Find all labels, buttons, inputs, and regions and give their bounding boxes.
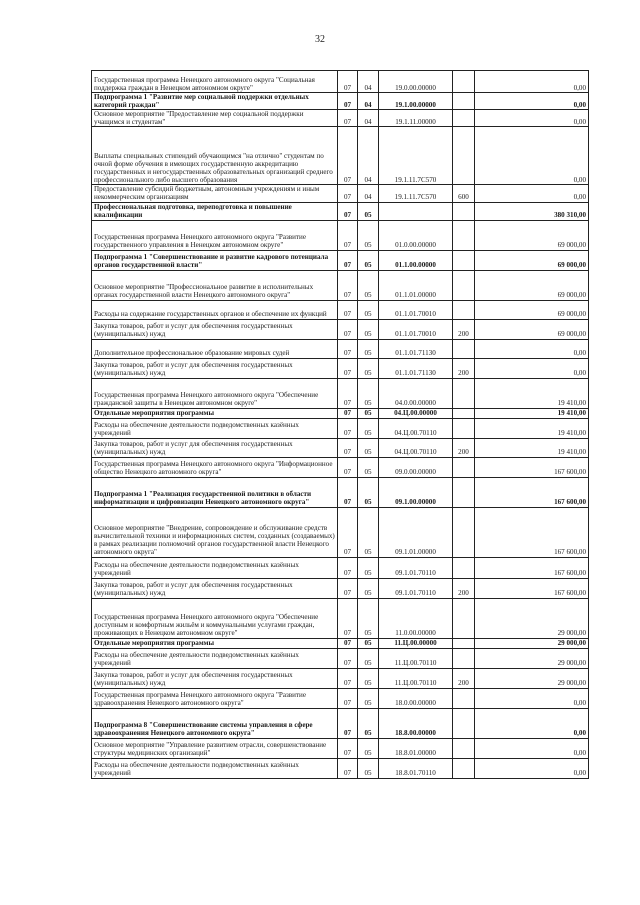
row-name-cell: Закупка товаров, работ и услуг для обеспечения государственных (муниципальных) нужд xyxy=(92,438,338,457)
table-row xyxy=(92,598,589,638)
row-subsection-cell: 05 xyxy=(358,358,379,378)
row-subsection-cell: 05 xyxy=(358,418,379,438)
row-name-cell: Расходы на содержание государственных органов и обеспечение их функций xyxy=(92,300,338,319)
row-target-article-cell: 11.0.00.00000 xyxy=(379,598,453,638)
row-expense-type-cell xyxy=(453,557,475,578)
row-section-cell: 07 xyxy=(338,202,358,220)
row-amount-cell: 0,00 xyxy=(475,127,589,185)
row-section-cell: 07 xyxy=(338,578,358,598)
row-name-cell: Подпрограмма 1 "Развитие мер социальной поддержки отдельных категорий граждан" xyxy=(92,93,338,110)
row-name-cell: Расходы на обеспечение деятельности подведомственных казённых учреждений xyxy=(92,758,338,778)
row-section-cell: 07 xyxy=(338,110,358,127)
row-subsection-cell: 05 xyxy=(358,438,379,457)
row-subsection-cell: 05 xyxy=(358,202,379,220)
table-row xyxy=(92,110,589,127)
row-expense-type-cell xyxy=(453,688,475,708)
row-subsection-cell: 05 xyxy=(358,688,379,708)
row-expense-type-cell xyxy=(453,738,475,758)
row-section-cell: 07 xyxy=(338,358,358,378)
page-number: 32 xyxy=(315,34,325,45)
row-amount-cell: 69 000,00 xyxy=(475,270,589,300)
row-amount-cell: 69 000,00 xyxy=(475,319,589,339)
row-subsection-cell: 04 xyxy=(358,93,379,110)
table-row xyxy=(92,408,589,418)
row-section-cell: 07 xyxy=(338,185,358,202)
budget-table-body xyxy=(92,71,589,779)
row-name-cell: Государственная программа Ненецкого автономного округа "Обеспечение доступным и комфортным жильём и коммунальными услугами граждан, проживающих в Ненецком автономном округе" xyxy=(92,598,338,638)
row-amount-cell: 0,00 xyxy=(475,688,589,708)
row-section-cell: 07 xyxy=(338,418,358,438)
row-expense-type-cell: 200 xyxy=(453,358,475,378)
row-amount-cell: 167 600,00 xyxy=(475,507,589,557)
row-expense-type-cell: 200 xyxy=(453,319,475,339)
table-row xyxy=(92,250,589,270)
row-subsection-cell: 05 xyxy=(358,408,379,418)
row-subsection-cell: 05 xyxy=(358,758,379,778)
row-section-cell: 07 xyxy=(338,408,358,418)
row-expense-type-cell xyxy=(453,457,475,477)
row-subsection-cell: 05 xyxy=(358,738,379,758)
row-subsection-cell: 05 xyxy=(358,638,379,648)
row-amount-cell: 380 310,00 xyxy=(475,202,589,220)
table-row xyxy=(92,638,589,648)
row-target-article-cell: 01.1.00.00000 xyxy=(379,250,453,270)
row-amount-cell: 0,00 xyxy=(475,339,589,358)
row-target-article-cell: 04.Ц.00.70110 xyxy=(379,418,453,438)
table-row xyxy=(92,300,589,319)
row-name-cell: Закупка товаров, работ и услуг для обеспечения государственных (муниципальных) нужд xyxy=(92,668,338,688)
row-expense-type-cell xyxy=(453,127,475,185)
row-amount-cell: 69 000,00 xyxy=(475,250,589,270)
row-name-cell: Закупка товаров, работ и услуг для обеспечения государственных (муниципальных) нужд xyxy=(92,358,338,378)
row-section-cell: 07 xyxy=(338,738,358,758)
row-expense-type-cell: 200 xyxy=(453,438,475,457)
row-section-cell: 07 xyxy=(338,270,358,300)
row-expense-type-cell xyxy=(453,250,475,270)
row-section-cell: 07 xyxy=(338,758,358,778)
row-expense-type-cell: 600 xyxy=(453,185,475,202)
row-target-article-cell: 11.Ц.00.00000 xyxy=(379,638,453,648)
row-amount-cell: 167 600,00 xyxy=(475,557,589,578)
row-name-cell: Отдельные мероприятия программы xyxy=(92,638,338,648)
table-row xyxy=(92,708,589,738)
row-target-article-cell: 18.8.01.70110 xyxy=(379,758,453,778)
row-target-article-cell: 04.Ц.00.00000 xyxy=(379,408,453,418)
row-target-article-cell: 18.8.00.00000 xyxy=(379,708,453,738)
row-amount-cell: 0,00 xyxy=(475,185,589,202)
row-section-cell: 07 xyxy=(338,300,358,319)
row-name-cell: Государственная программа Ненецкого автономного округа "Развитие здравоохранения Ненецкого автономного округа" xyxy=(92,688,338,708)
row-amount-cell: 0,00 xyxy=(475,71,589,93)
row-subsection-cell: 04 xyxy=(358,71,379,93)
row-expense-type-cell xyxy=(453,598,475,638)
table-row xyxy=(92,202,589,220)
table-row xyxy=(92,378,589,408)
row-subsection-cell: 05 xyxy=(358,220,379,250)
row-target-article-cell: 09.1.01.00000 xyxy=(379,507,453,557)
row-amount-cell: 29 000,00 xyxy=(475,668,589,688)
row-amount-cell: 0,00 xyxy=(475,93,589,110)
row-subsection-cell: 05 xyxy=(358,668,379,688)
row-name-cell: Подпрограмма 1 "Совершенствование и развитие кадрового потенциала органов государственной власти" xyxy=(92,250,338,270)
table-row xyxy=(92,418,589,438)
row-name-cell: Расходы на обеспечение деятельности подведомственных казённых учреждений xyxy=(92,648,338,668)
row-subsection-cell: 05 xyxy=(358,319,379,339)
row-name-cell: Дополнительное профессиональное образование мировых судей xyxy=(92,339,338,358)
table-row xyxy=(92,220,589,250)
row-amount-cell: 167 600,00 xyxy=(475,578,589,598)
row-name-cell: Расходы на обеспечение деятельности подведомственных казённых учреждений xyxy=(92,557,338,578)
row-name-cell: Выплаты специальных стипендий обучающимся "на отлично" студентам по очной форме обучения в имеющих государственную аккредитацию государственных и негосударственных образовательных организаций среднего профессионального либо высшего образования xyxy=(92,127,338,185)
row-expense-type-cell xyxy=(453,648,475,668)
table-row xyxy=(92,93,589,110)
row-target-article-cell: 18.0.00.00000 xyxy=(379,688,453,708)
row-name-cell: Подпрограмма 8 "Совершенствование системы управления в сфере здравоохранения Ненецкого автономного округа" xyxy=(92,708,338,738)
table-row xyxy=(92,688,589,708)
row-target-article-cell: 19.1.11.00000 xyxy=(379,110,453,127)
table-row xyxy=(92,507,589,557)
row-name-cell: Профессиональная подготовка, переподготовка и повышение квалификации xyxy=(92,202,338,220)
table-row xyxy=(92,71,589,93)
row-target-article-cell: 18.8.01.00000 xyxy=(379,738,453,758)
table-row xyxy=(92,185,589,202)
row-name-cell: Закупка товаров, работ и услуг для обеспечения государственных (муниципальных) нужд xyxy=(92,319,338,339)
table-row xyxy=(92,438,589,457)
row-section-cell: 07 xyxy=(338,648,358,668)
row-section-cell: 07 xyxy=(338,220,358,250)
row-target-article-cell: 01.0.00.00000 xyxy=(379,220,453,250)
row-expense-type-cell xyxy=(453,758,475,778)
row-name-cell: Закупка товаров, работ и услуг для обеспечения государственных (муниципальных) нужд xyxy=(92,578,338,598)
row-expense-type-cell xyxy=(453,408,475,418)
table-row xyxy=(92,578,589,598)
row-subsection-cell: 05 xyxy=(358,378,379,408)
row-expense-type-cell xyxy=(453,202,475,220)
row-amount-cell: 0,00 xyxy=(475,708,589,738)
row-amount-cell: 19 410,00 xyxy=(475,438,589,457)
row-expense-type-cell xyxy=(453,71,475,93)
row-subsection-cell: 05 xyxy=(358,598,379,638)
table-row xyxy=(92,557,589,578)
row-expense-type-cell xyxy=(453,220,475,250)
table-row xyxy=(92,477,589,507)
row-subsection-cell: 05 xyxy=(358,507,379,557)
row-target-article-cell: 19.0.00.00000 xyxy=(379,71,453,93)
row-target-article-cell: 09.1.01.70110 xyxy=(379,557,453,578)
row-target-article-cell: 09.1.01.70110 xyxy=(379,578,453,598)
table-row xyxy=(92,270,589,300)
table-row xyxy=(92,758,589,778)
row-subsection-cell: 05 xyxy=(358,457,379,477)
row-expense-type-cell: 200 xyxy=(453,578,475,598)
row-name-cell: Подпрограмма 1 "Реализация государственной политики в области информатизации и цифровизации Ненецкого автономного округа" xyxy=(92,477,338,507)
table-row xyxy=(92,127,589,185)
row-section-cell: 07 xyxy=(338,507,358,557)
row-amount-cell: 19 410,00 xyxy=(475,418,589,438)
table-row xyxy=(92,319,589,339)
row-amount-cell: 167 600,00 xyxy=(475,477,589,507)
row-name-cell: Основное мероприятие "Предоставление мер социальной поддержки учащимся и студентам" xyxy=(92,110,338,127)
row-target-article-cell: 19.1.11.7С570 xyxy=(379,127,453,185)
table-row xyxy=(92,339,589,358)
row-subsection-cell: 04 xyxy=(358,110,379,127)
row-expense-type-cell xyxy=(453,378,475,408)
row-amount-cell: 0,00 xyxy=(475,758,589,778)
row-subsection-cell: 04 xyxy=(358,185,379,202)
row-amount-cell: 69 000,00 xyxy=(475,220,589,250)
row-section-cell: 07 xyxy=(338,250,358,270)
row-expense-type-cell xyxy=(453,708,475,738)
row-name-cell: Основное мероприятие "Профессиональное развитие в исполнительных органах государственной власти Ненецкого автономного округа" xyxy=(92,270,338,300)
row-name-cell: Основное мероприятие "Управление развитием отрасли, совершенствование структуры медицинских организаций" xyxy=(92,738,338,758)
row-name-cell: Основное мероприятие "Внедрение, сопровождение и обслуживание средств вычислительной техники и информационных систем, созданных (создаваемых) в рамках реализации полномочий органов государственной власти Ненецкого автономного округа" xyxy=(92,507,338,557)
row-subsection-cell: 05 xyxy=(358,648,379,668)
row-target-article-cell: 01.1.01.00000 xyxy=(379,270,453,300)
row-target-article-cell: 04.0.00.00000 xyxy=(379,378,453,408)
row-amount-cell: 29 000,00 xyxy=(475,648,589,668)
row-section-cell: 07 xyxy=(338,598,358,638)
row-name-cell: Государственная программа Ненецкого автономного округа "Обеспечение гражданской защиты в Ненецком автономном округе" xyxy=(92,378,338,408)
table-row xyxy=(92,668,589,688)
row-target-article-cell: 01.1.01.70010 xyxy=(379,319,453,339)
row-section-cell: 07 xyxy=(338,557,358,578)
table-row xyxy=(92,358,589,378)
row-expense-type-cell xyxy=(453,110,475,127)
row-section-cell: 07 xyxy=(338,127,358,185)
row-section-cell: 07 xyxy=(338,708,358,738)
row-name-cell: Расходы на обеспечение деятельности подведомственных казённых учреждений xyxy=(92,418,338,438)
row-amount-cell: 167 600,00 xyxy=(475,457,589,477)
row-section-cell: 07 xyxy=(338,668,358,688)
row-target-article-cell: 19.1.11.7С570 xyxy=(379,185,453,202)
row-target-article-cell: 09.0.00.00000 xyxy=(379,457,453,477)
row-expense-type-cell: 200 xyxy=(453,668,475,688)
row-amount-cell: 0,00 xyxy=(475,110,589,127)
row-section-cell: 07 xyxy=(338,319,358,339)
row-expense-type-cell xyxy=(453,93,475,110)
row-section-cell: 07 xyxy=(338,378,358,408)
row-section-cell: 07 xyxy=(338,688,358,708)
table-row xyxy=(92,457,589,477)
row-subsection-cell: 05 xyxy=(358,300,379,319)
row-expense-type-cell xyxy=(453,300,475,319)
row-target-article-cell: 01.1.01.70010 xyxy=(379,300,453,319)
budget-table xyxy=(91,70,589,779)
row-target-article-cell: 01.1.01.71130 xyxy=(379,358,453,378)
table-row xyxy=(92,648,589,668)
row-section-cell: 07 xyxy=(338,339,358,358)
row-section-cell: 07 xyxy=(338,71,358,93)
row-target-article-cell: 04.Ц.00.70110 xyxy=(379,438,453,457)
row-subsection-cell: 04 xyxy=(358,127,379,185)
row-target-article-cell: 11.Ц.00.70110 xyxy=(379,648,453,668)
row-section-cell: 07 xyxy=(338,93,358,110)
row-name-cell: Государственная программа Ненецкого автономного округа "Информационное общество Ненецкого автономного округа" xyxy=(92,457,338,477)
row-expense-type-cell xyxy=(453,339,475,358)
row-name-cell: Предоставление субсидий бюджетным, автономным учреждениям и иным некоммерческим организациям xyxy=(92,185,338,202)
row-expense-type-cell xyxy=(453,418,475,438)
row-name-cell: Отдельные мероприятия программы xyxy=(92,408,338,418)
row-target-article-cell xyxy=(379,202,453,220)
row-target-article-cell: 01.1.01.71130 xyxy=(379,339,453,358)
row-expense-type-cell xyxy=(453,507,475,557)
row-section-cell: 07 xyxy=(338,477,358,507)
row-subsection-cell: 05 xyxy=(358,270,379,300)
row-subsection-cell: 05 xyxy=(358,557,379,578)
row-section-cell: 07 xyxy=(338,457,358,477)
row-amount-cell: 0,00 xyxy=(475,358,589,378)
row-amount-cell: 29 000,00 xyxy=(475,598,589,638)
row-subsection-cell: 05 xyxy=(358,578,379,598)
row-section-cell: 07 xyxy=(338,638,358,648)
row-amount-cell: 0,00 xyxy=(475,738,589,758)
row-name-cell: Государственная программа Ненецкого автономного округа "Развитие государственного управления в Ненецком автономном округе" xyxy=(92,220,338,250)
row-expense-type-cell xyxy=(453,270,475,300)
row-section-cell: 07 xyxy=(338,438,358,457)
row-expense-type-cell xyxy=(453,638,475,648)
row-amount-cell: 69 000,00 xyxy=(475,300,589,319)
row-subsection-cell: 05 xyxy=(358,250,379,270)
row-target-article-cell: 09.1.00.00000 xyxy=(379,477,453,507)
row-amount-cell: 19 410,00 xyxy=(475,378,589,408)
row-name-cell: Государственная программа Ненецкого автономного округа "Социальная поддержка граждан в Ненецком автономном округе" xyxy=(92,71,338,93)
row-amount-cell: 19 410,00 xyxy=(475,408,589,418)
row-target-article-cell: 11.Ц.00.70110 xyxy=(379,668,453,688)
row-amount-cell: 29 000,00 xyxy=(475,638,589,648)
row-subsection-cell: 05 xyxy=(358,339,379,358)
table-row xyxy=(92,738,589,758)
row-subsection-cell: 05 xyxy=(358,477,379,507)
row-subsection-cell: 05 xyxy=(358,708,379,738)
row-target-article-cell: 19.1.00.00000 xyxy=(379,93,453,110)
row-expense-type-cell xyxy=(453,477,475,507)
